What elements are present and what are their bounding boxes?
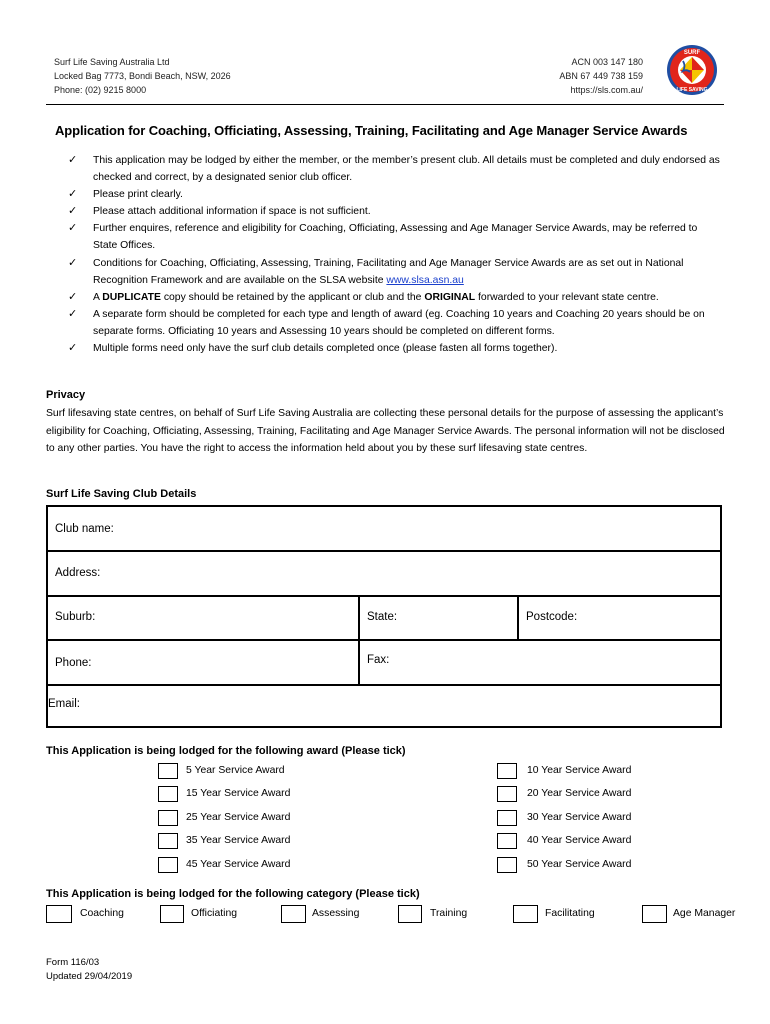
award-label-50: 50 Year Service Award [527,859,632,870]
form-number: Form 116/03 [46,957,100,968]
email-row [48,686,720,726]
award-checkbox-45[interactable] [158,857,178,873]
org-address: Locked Bag 7773, Bondi Beach, NSW, 2026 [54,71,231,81]
instruction-item: ✓ Conditions for Coaching, Officiating, Assessing, Training, Facilitating and Age Manager Service Awards are as set out in National Recognition Framework and are available on the SLSA website www.slsa.asn.au [68,256,684,286]
checkmark-icon: ✓ [68,154,78,166]
category-label-coaching: Coaching [80,908,124,919]
privacy-heading: Privacy [46,389,86,401]
award-checkbox-30[interactable] [497,810,517,826]
duplicate-instruction: A DUPLICATE copy should be retained by the applicant or club and the ORIGINAL forwarded to your relevant state centre. [93,291,659,303]
form-title: Application for Coaching, Officiating, Assessing, Training, Facilitating and Age Manager Service Awards [55,123,688,138]
club-name-label: Club name: [55,523,114,535]
club-details-heading: Surf Life Saving Club Details [46,488,197,500]
state-label: State: [367,611,398,623]
instruction-item: ✓ Please print clearly. [68,186,724,203]
address-field[interactable] [48,552,720,595]
checkmark-icon: ✓ [68,222,78,235]
award-label-30: 30 Year Service Award [527,812,632,823]
address-label: Address: [55,567,101,579]
checkmark-icon: ✓ [68,256,78,269]
instruction-item: ✓ This application may be lodged by either the member, or the member’s present club. All details must be completed and duly endorsed as checked and correct, by a designated senior club officer. [68,154,720,184]
award-label-25: 25 Year Service Award [186,812,291,823]
checkmark-icon: ✓ [68,307,78,320]
privacy-text: Surf lifesaving state centres, on behalf of Surf Life Saving Australia are collecting these personal details for the purpose of assessing the applicant’s eligibility for Coaching, Officiating, Assessing, Training, Facilitating and Age Manager Service Awards. The personal information will not be disclosed to any other parties. You have the right to access the information held about you by these surf lifesaving state centres. [46,408,725,455]
club-details-table [46,505,722,728]
category-checkbox-assessing[interactable] [281,905,306,923]
checkmark-icon: ✓ [68,188,78,201]
award-checkbox-40[interactable] [497,833,517,849]
instruction-item: ✓ Further enquires, reference and eligibility for Coaching, Officiating, Assessing and Age Manager Service Awards, may be referred to State Offices. [68,222,698,252]
award-checkbox-10[interactable] [497,763,517,779]
checkmark-icon: ✓ [68,205,78,218]
registration-details [559,55,643,97]
state-field[interactable] [360,597,519,639]
instruction-item [68,289,724,306]
email-label: Email: [48,698,80,710]
org-name: Surf Life Saving Australia Ltd [54,57,170,67]
suburb-field[interactable] [48,597,360,639]
phone-label: Phone: [55,657,92,669]
category-heading: This Application is being lodged for the following category (Please tick) [46,888,420,900]
category-label-assessing: Assessing [312,908,360,919]
award-checkbox-5[interactable] [158,763,178,779]
instruction-item: ✓ Multiple forms need only have the surf club details completed once (please fasten all forms together). [68,340,724,357]
phone-field[interactable] [48,641,360,684]
award-checkbox-50[interactable] [497,857,517,873]
emphasis-text: DUPLICATE [102,291,161,303]
club-name-row [48,507,720,552]
postcode-label: Postcode: [526,611,578,623]
phone-row [48,641,720,686]
award-label-10: 10 Year Service Award [527,765,632,776]
category-checkbox-age-manager[interactable] [642,905,667,923]
category-label-officiating: Officiating [191,908,238,919]
award-label-45: 45 Year Service Award [186,859,291,870]
category-checkbox-facilitating[interactable] [513,905,538,923]
checkmark-icon: ✓ [68,342,78,355]
category-checkbox-coaching[interactable] [46,905,72,923]
club-name-field[interactable] [48,507,720,550]
suburb-label: Suburb: [55,611,96,623]
header-divider [46,104,724,105]
award-label-35: 35 Year Service Award [186,835,291,846]
abn: ABN 67 449 738 159 [559,71,643,81]
award-checkbox-35[interactable] [158,833,178,849]
award-label-40: 40 Year Service Award [527,835,632,846]
emphasis-text: ORIGINAL [424,291,476,303]
award-checkbox-25[interactable] [158,810,178,826]
address-row [48,552,720,597]
award-label-5: 5 Year Service Award [186,765,285,776]
suburb-row [48,597,720,641]
category-label-age-manager: Age Manager [673,908,736,919]
category-checkbox-officiating[interactable] [160,905,184,923]
email-field[interactable] [48,686,720,726]
organisation-details [54,55,231,97]
category-checkbox-training[interactable] [398,905,422,923]
category-label-facilitating: Facilitating [545,908,595,919]
postcode-field[interactable] [519,597,720,639]
logo-text-bottom: LIFE SAVING [676,87,708,93]
surf-life-saving-logo [666,44,718,96]
category-label-training: Training [430,908,468,919]
award-label-20: 20 Year Service Award [527,788,632,799]
acn: ACN 003 147 180 [571,57,643,67]
org-phone: Phone: (02) 9215 8000 [54,85,147,95]
award-checkbox-15[interactable] [158,786,178,802]
logo-text-top: SURF [683,50,701,56]
form-footer [46,956,132,984]
website: https://sls.com.au/ [570,85,643,95]
form-updated-date: Updated 29/04/2019 [46,971,133,982]
award-heading: This Application is being lodged for the following award (Please tick) [46,745,406,757]
fax-field[interactable] [360,641,720,684]
award-checkbox-20[interactable] [497,786,517,802]
fax-label: Fax: [367,654,390,666]
slsa-website-link[interactable]: www.slsa.asn.au [386,274,464,286]
instruction-item: ✓ A separate form should be completed for each type and length of award (eg. Coaching 10 years and Coaching 20 years should be on separate forms. Officiating 10 years and Assessing 10 years should be completed on different forms. [68,307,705,337]
checkmark-icon: ✓ [68,290,78,303]
instruction-item: ✓ Please attach additional information if space is not sufficient. [68,203,724,220]
instruction-list [68,152,724,357]
award-label-15: 15 Year Service Award [186,788,291,799]
